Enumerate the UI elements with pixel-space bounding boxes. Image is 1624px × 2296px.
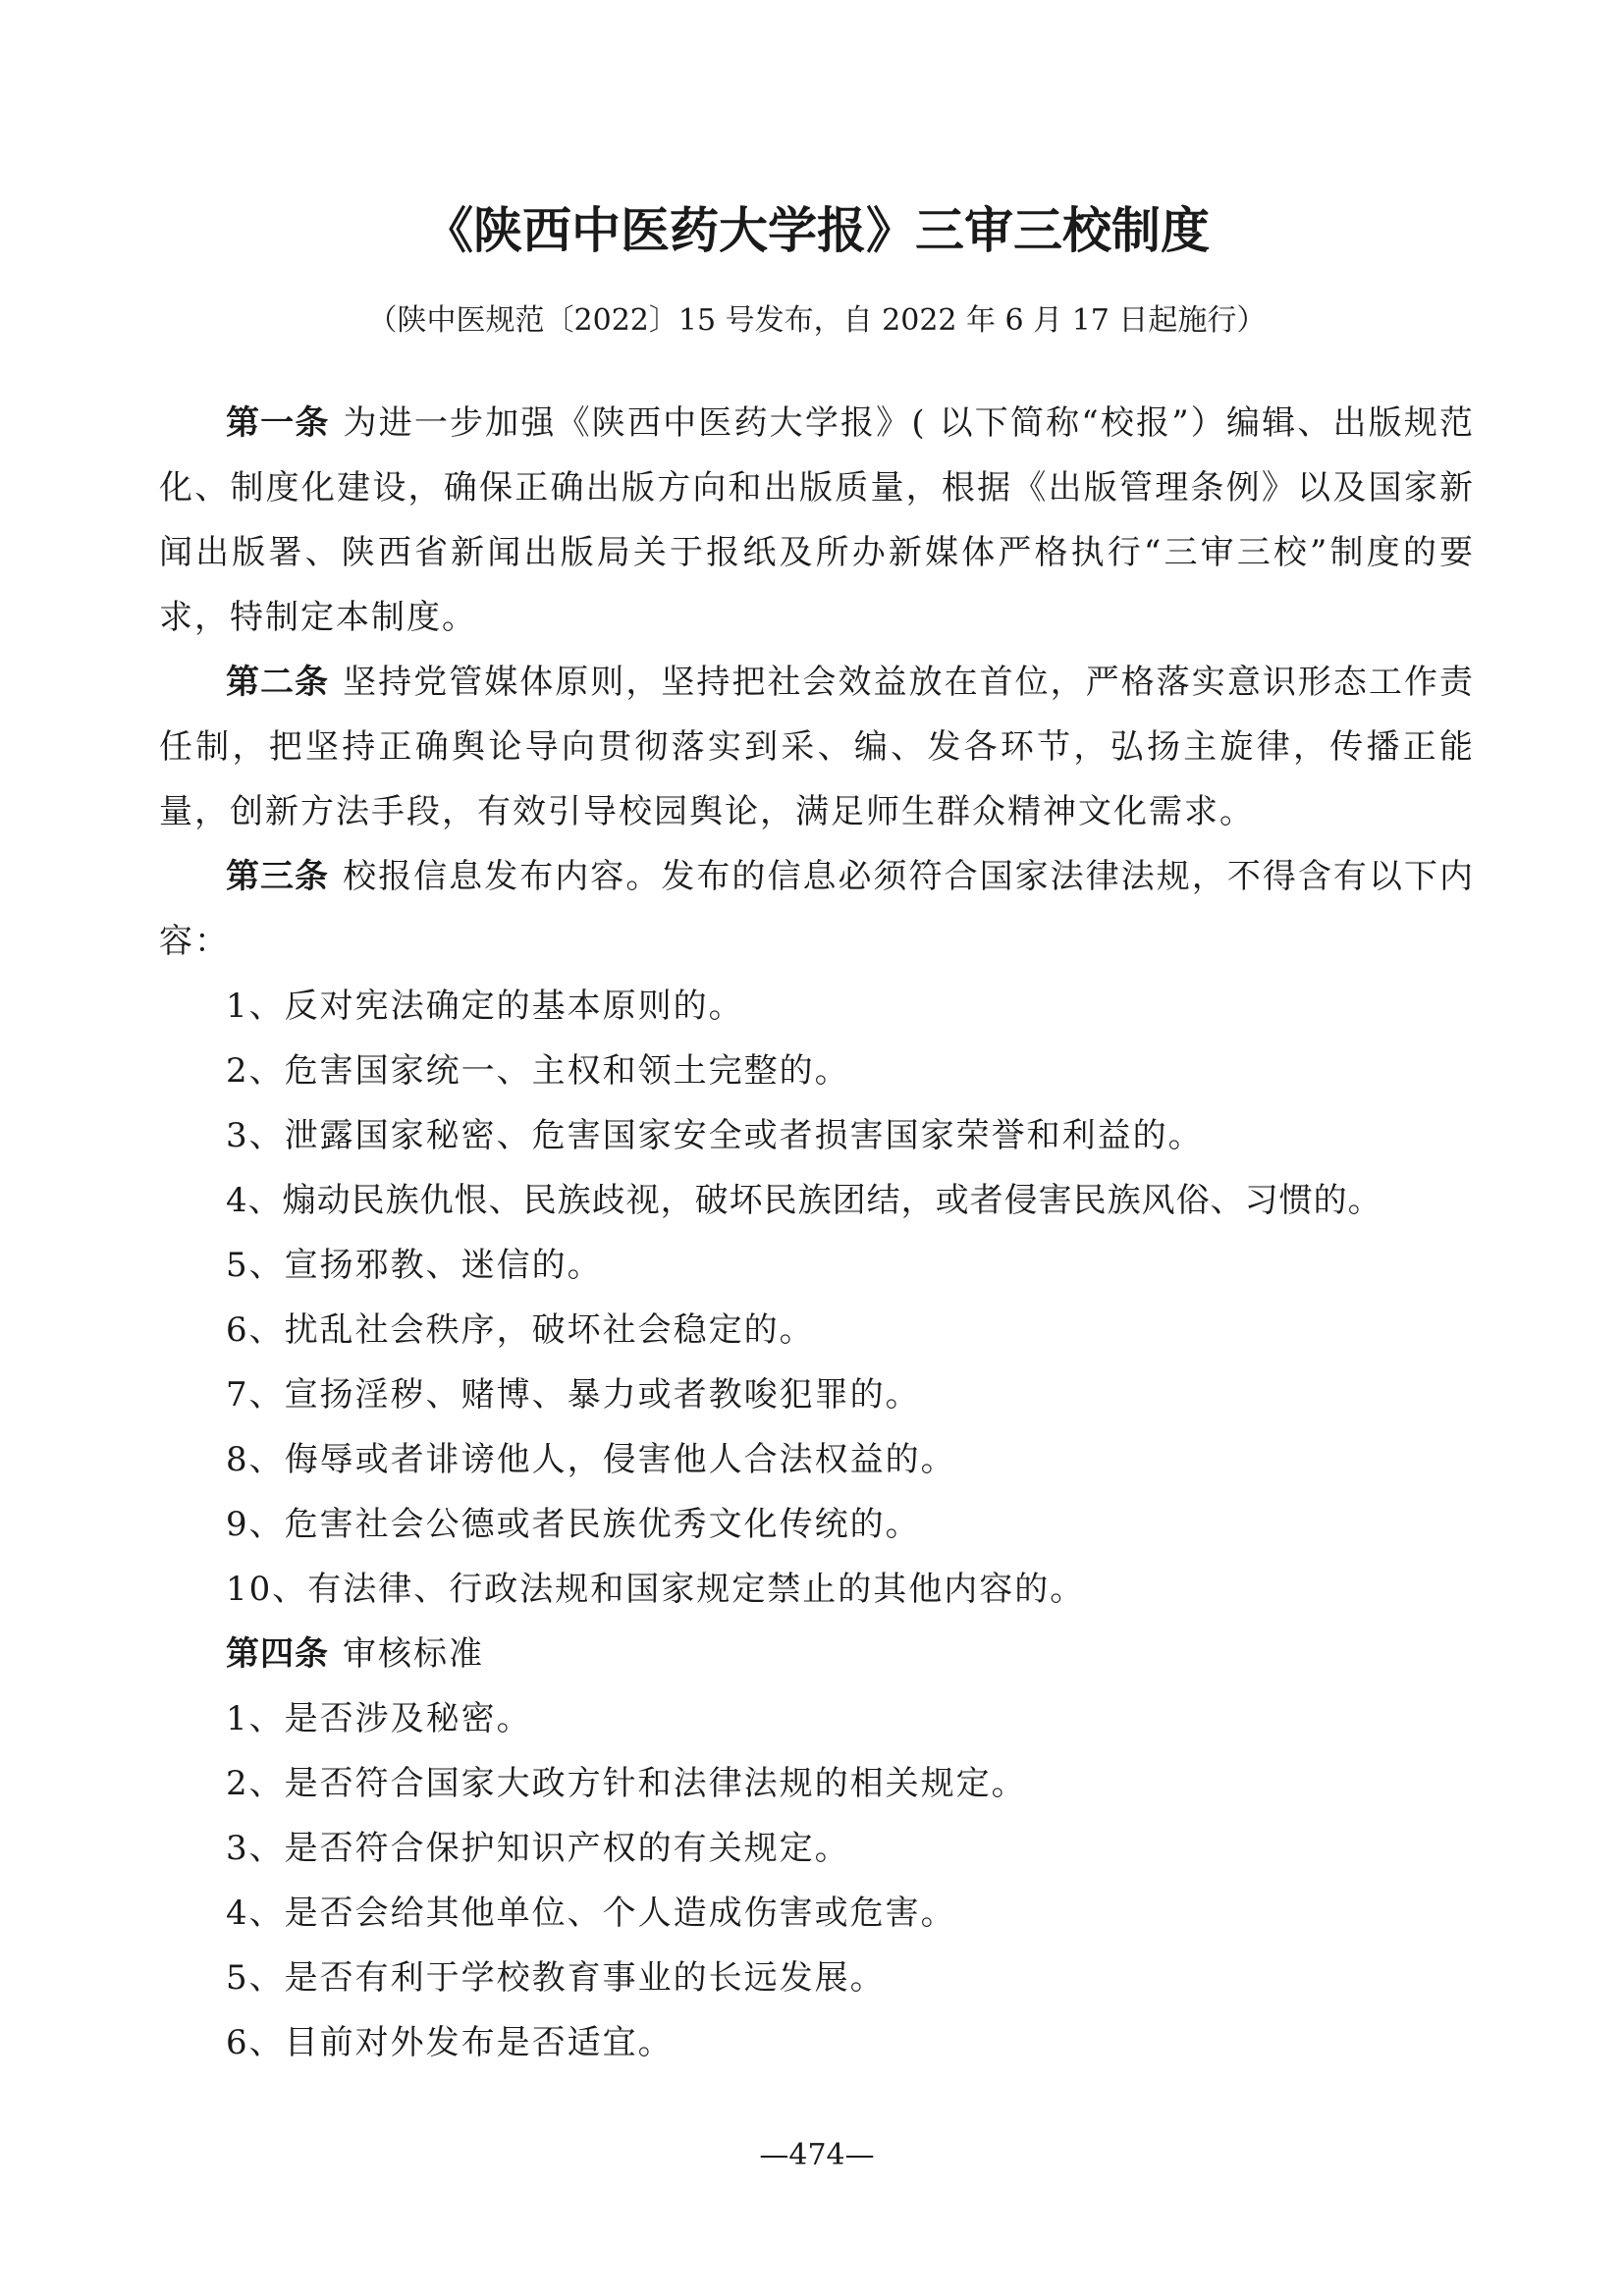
list-item: 6、目前对外发布是否适宜。 [226,2023,674,2062]
document-body [159,391,1475,2075]
list-item: 8、侮辱或者诽谤他人，侵害他人合法权益的。 [226,1440,956,1479]
list-item: 4、煽动民族仇恨、民族歧视，破坏民族团结，或者侵害民族风俗、习惯的。 [226,1181,1382,1220]
article-2 [159,650,1475,844]
list-item: 2、危害国家统一、主权和领土完整的。 [226,1051,850,1091]
list-item: 6、扰乱社会秩序，破坏社会稳定的。 [226,1310,815,1350]
list-item: 9、危害社会公德或者民族优秀文化传统的。 [226,1505,921,1544]
document-subtitle: （陕中医规范〔2022〕15 号发布，自 2022 年 6 月 17 日起施行） [367,303,1267,338]
list-item: 3、泄露国家秘密、危害国家安全或者损害国家荣誉和利益的。 [226,1116,1204,1155]
article-text: 为进一步加强《陕西中医药大学报》( 以下简称“校报”）编辑、出版规范化、制度化建设，确保正确出版方向和出版质量，根据《出版管理条例》以及国家新闻出版署、陕西省新闻出版局关于报纸及所办新媒体严格执行“三审三校”制度的要求，特制定本制度。 [159,403,1475,637]
article-text: 审核标准 [343,1634,484,1674]
article-1 [159,391,1475,650]
article-label: 第二条 [226,663,330,702]
document-page [159,0,1475,2296]
list-item: 5、宣扬邪教、迷信的。 [226,1246,603,1285]
article-4 [159,1622,1475,1686]
list-item: 3、是否符合保护知识产权的有关规定。 [226,1829,850,1868]
list-item: 1、反对宪法确定的基本原则的。 [226,987,744,1026]
article-text: 坚持党管媒体原则，坚持把社会效益放在首位，严格落实意识形态工作责任制，把坚持正确舆论导向贯彻落实到采、编、发各环节，弘扬主旋律，传播正能量，创新方法手段，有效引导校园舆论，满足师生群众精神文化需求。 [159,663,1476,831]
list-item: 5、是否有利于学校教育事业的长远发展。 [226,1958,886,1998]
list-item: 1、是否涉及秘密。 [226,1699,532,1738]
list-item: 4、是否会给其他单位、个人造成伤害或危害。 [226,1894,956,1933]
article-label: 第三条 [226,857,330,896]
list-item: 10、有法律、行政法规和国家规定禁止的其他内容的。 [226,1570,1086,1609]
list-item: 7、宣扬淫秽、赌博、暴力或者教唆犯罪的。 [226,1375,921,1415]
article-label: 第一条 [226,403,330,443]
article-label: 第四条 [226,1634,329,1674]
article-text: 校报信息发布内容。发布的信息必须符合国家法律法规，不得含有以下内容： [159,857,1476,961]
article-3 [159,844,1475,974]
page-number: —474— [759,2138,875,2172]
list-item: 2、是否符合国家大政方针和法律法规的相关规定。 [226,1764,1027,1803]
document-title: 《陕西中医药大学报》三审三校制度 [424,202,1210,259]
